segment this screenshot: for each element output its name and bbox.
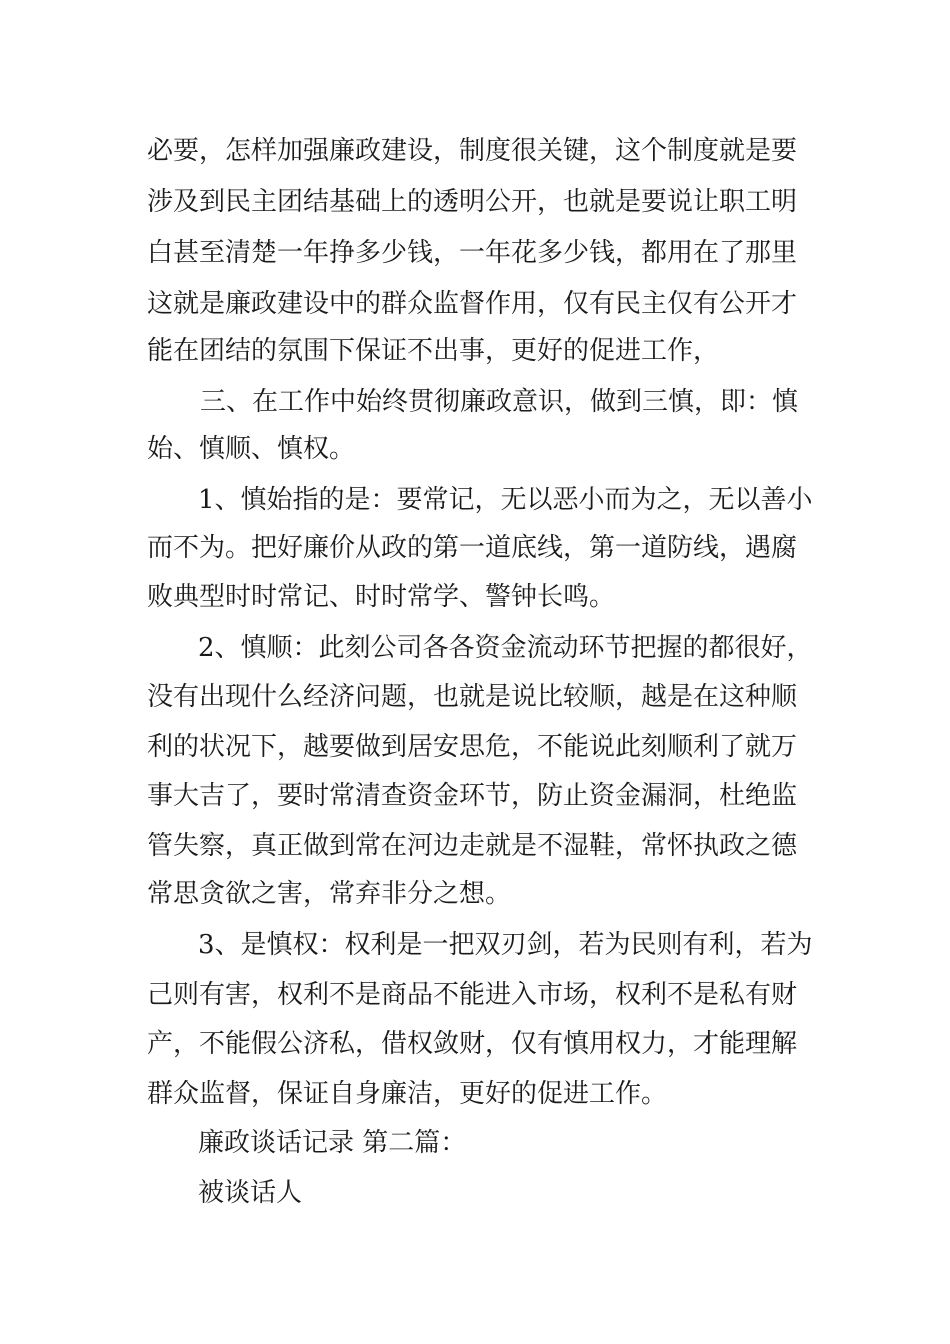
text-line: 必要，怎样加强廉政建设，制度很关键，这个制度就是要: [147, 136, 798, 166]
text-line: 没有出现什么经济问题，也就是说比较顺，越是在这种顺: [147, 682, 798, 712]
text-line: 产，不能假公济私，借权敛财，仅有慎用权力，才能理解: [147, 1029, 798, 1059]
text-line: 管失察，真正做到常在河边走就是不湿鞋，常怀执政之德: [147, 831, 798, 861]
text-line: 败典型时时常记、时时常学、警钟长鸣。: [147, 582, 616, 612]
section-title: 廉政谈话记录 第二篇：: [198, 1128, 467, 1158]
list-item-3: 3、是慎权：权利是一把双刃剑，若为民则有利，若为: [198, 930, 813, 960]
list-item-1: 1、慎始指的是：要常记，无以恶小而为之，无以善小: [198, 485, 813, 515]
text-line: 而不为。把好廉价从政的第一道底线，第一道防线，遇腐: [147, 533, 798, 563]
text-line: 始、慎顺、慎权。: [147, 434, 356, 464]
text-line: 常思贪欲之害，常弃非分之想。: [147, 879, 512, 909]
text-line: 涉及到民主团结基础上的透明公开，也就是要说让职工明: [147, 187, 798, 217]
interviewee-label: 被谈话人: [198, 1178, 303, 1208]
section-heading: 三、在工作中始终贯彻廉政意识，做到三慎，即：慎: [200, 387, 799, 417]
text-line: 己则有害，权利不是商品不能进入市场，权利不是私有财: [147, 980, 798, 1010]
list-item-2: 2、慎顺：此刻公司各各资金流动环节把握的都很好，: [198, 633, 813, 663]
text-line: 事大吉了，要时常清查资金环节，防止资金漏洞，杜绝监: [147, 781, 798, 811]
text-line: 能在团结的氛围下保证不出事，更好的促进工作，: [147, 336, 720, 366]
text-line: 利的状况下，越要做到居安思危，不能说此刻顺利了就万: [147, 732, 798, 762]
text-line: 这就是廉政建设中的群众监督作用，仅有民主仅有公开才: [147, 289, 798, 319]
text-line: 群众监督，保证自身廉洁，更好的促进工作。: [147, 1079, 668, 1109]
text-line: 白甚至清楚一年挣多少钱，一年花多少钱，都用在了那里: [147, 238, 798, 268]
